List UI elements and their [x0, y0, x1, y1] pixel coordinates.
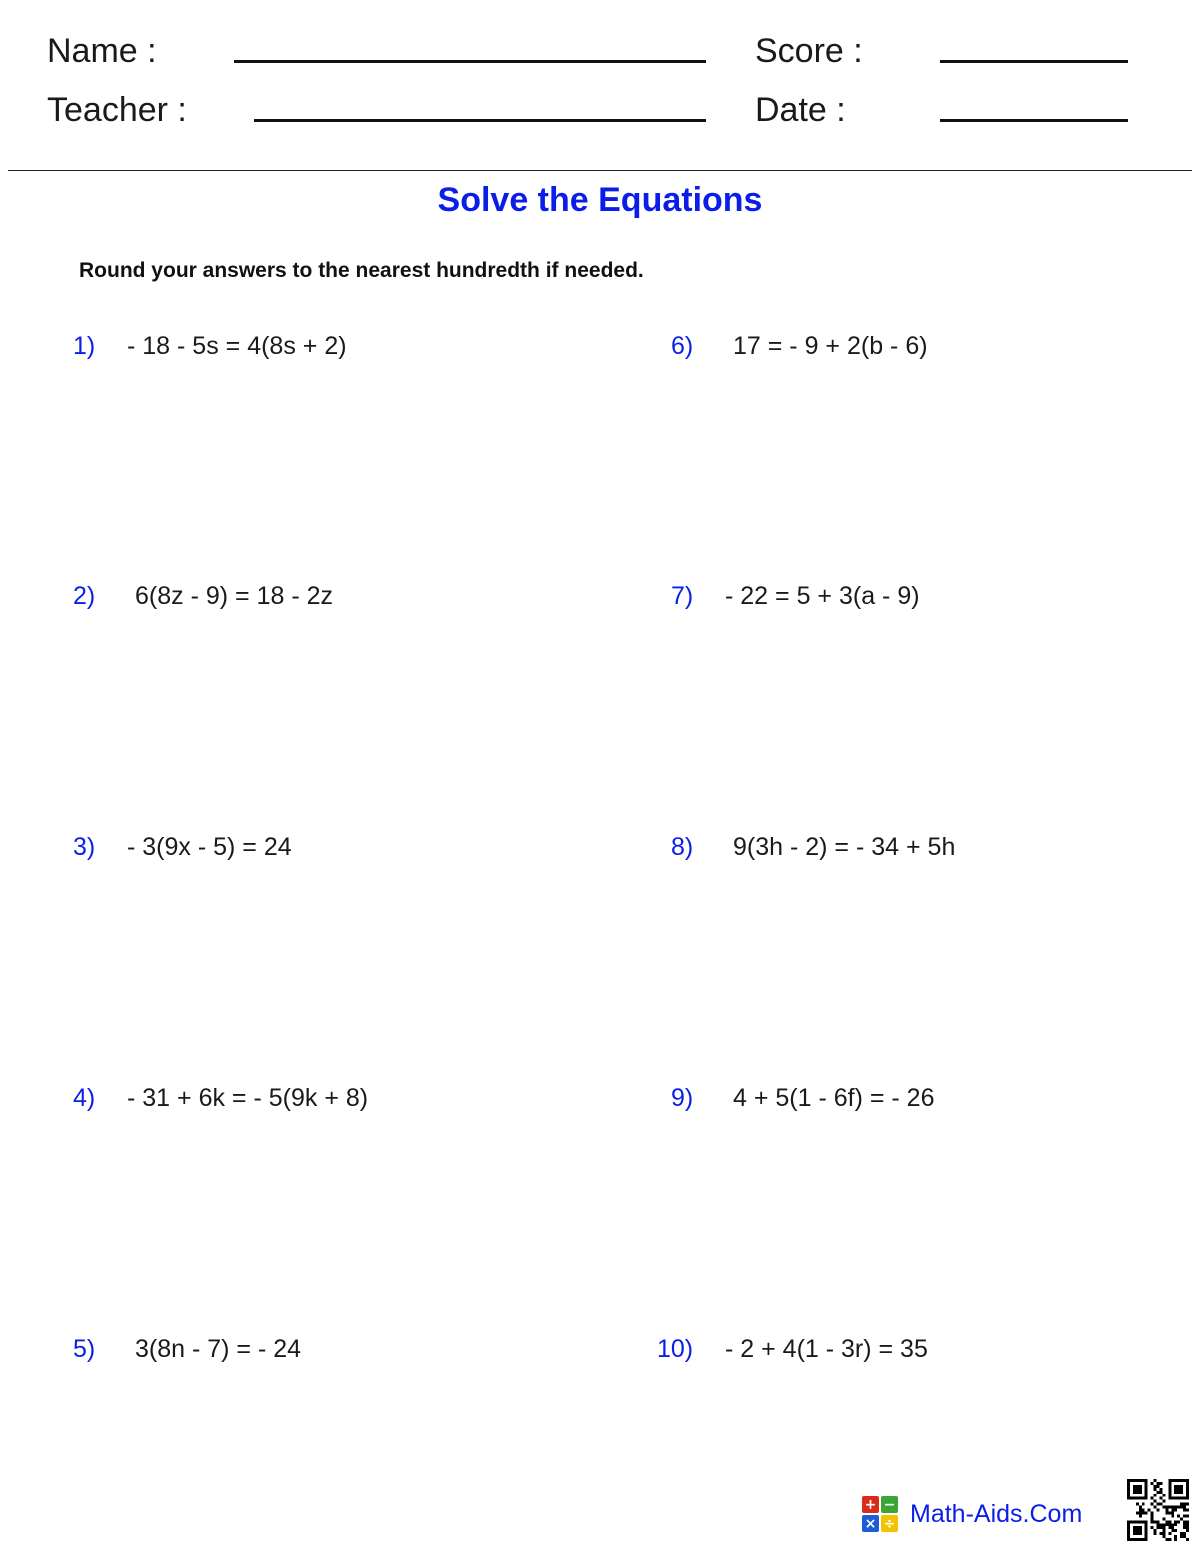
problem-number: 10)	[657, 1335, 694, 1363]
problem-number: 4)	[73, 1084, 96, 1112]
problem-6	[600, 334, 1160, 364]
problem-number: 9)	[671, 1084, 694, 1112]
qr-code-icon	[1127, 1479, 1189, 1541]
problem-9	[600, 1086, 1160, 1116]
score-label: Score :	[755, 32, 863, 70]
problem-equation: 9(3h - 2) = - 34 + 5h	[733, 833, 956, 861]
score-field[interactable]	[940, 60, 1128, 63]
problem-8	[600, 835, 1160, 865]
name-field[interactable]	[234, 60, 706, 63]
problem-equation: 3(8n - 7) = - 24	[135, 1335, 302, 1363]
plus-icon: +	[862, 1496, 879, 1513]
times-icon: ×	[862, 1515, 879, 1532]
problem-number: 6)	[671, 332, 694, 360]
name-label: Name :	[47, 32, 157, 70]
problem-equation: 17 = - 9 + 2(b - 6)	[733, 332, 928, 360]
problem-number: 5)	[73, 1335, 96, 1363]
problem-4	[0, 1086, 600, 1116]
problem-number: 8)	[671, 833, 694, 861]
problem-equation: - 18 - 5s = 4(8s + 2)	[127, 332, 347, 360]
problem-7	[600, 584, 1160, 614]
problem-equation: 4 + 5(1 - 6f) = - 26	[733, 1084, 935, 1112]
header-divider	[8, 170, 1192, 171]
problem-1	[0, 334, 600, 364]
problem-equation: - 3(9x - 5) = 24	[127, 833, 292, 861]
problem-number: 3)	[73, 833, 96, 861]
problem-equation: - 31 + 6k = - 5(9k + 8)	[127, 1084, 369, 1112]
problem-number: 7)	[671, 582, 694, 610]
problem-equation: - 2 + 4(1 - 3r) = 35	[725, 1335, 928, 1363]
problem-equation: 6(8z - 9) = 18 - 2z	[135, 582, 333, 610]
teacher-field[interactable]	[254, 119, 706, 122]
problem-3	[0, 835, 600, 865]
instructions: Round your answers to the nearest hundredth if needed.	[79, 259, 644, 282]
brand[interactable]	[862, 1494, 1082, 1534]
problem-equation: - 22 = 5 + 3(a - 9)	[725, 582, 920, 610]
problem-number: 1)	[73, 332, 96, 360]
problem-number: 2)	[73, 582, 96, 610]
minus-icon: −	[881, 1496, 898, 1513]
problem-2	[0, 584, 600, 614]
problem-10	[600, 1337, 1160, 1367]
calculator-logo-icon	[862, 1496, 898, 1532]
date-field[interactable]	[940, 119, 1128, 122]
date-label: Date :	[755, 91, 846, 129]
teacher-label: Teacher :	[47, 91, 187, 129]
worksheet-title: Solve the Equations	[437, 181, 763, 219]
divide-icon: ÷	[881, 1515, 898, 1532]
brand-link[interactable]: Math-Aids.Com	[910, 1499, 1083, 1528]
problem-5	[0, 1337, 600, 1367]
